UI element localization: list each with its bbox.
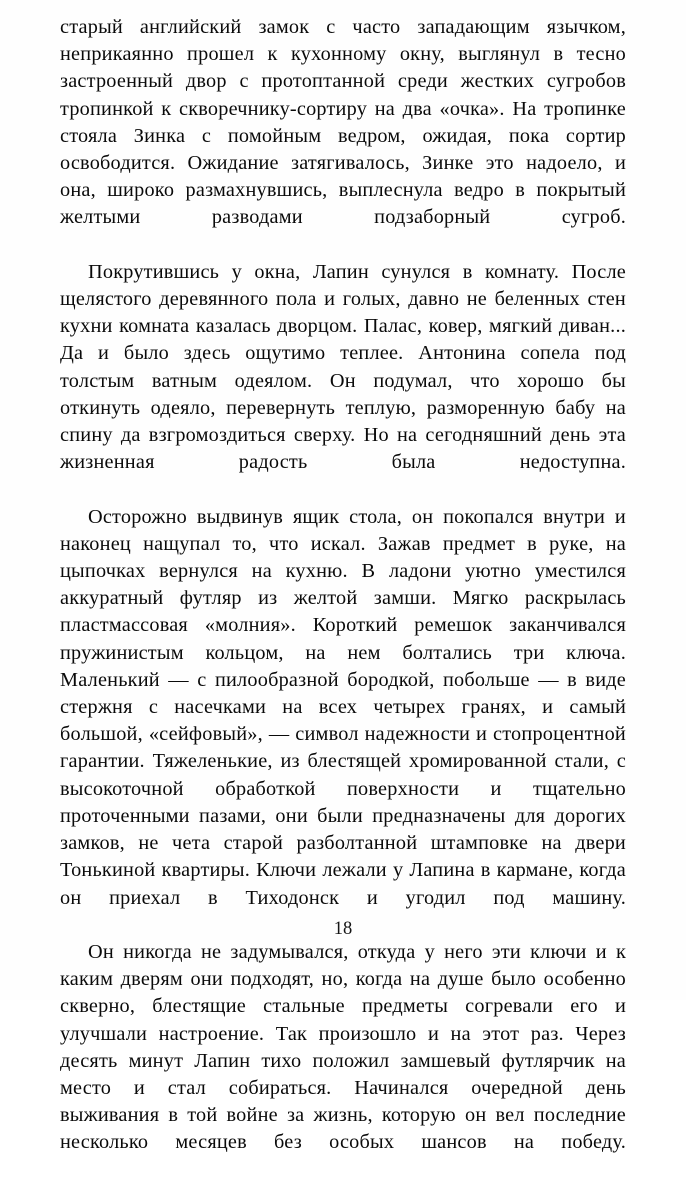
paragraph-3: Осторожно выдвинув ящик стола, он покопался внутри и наконец нащупал то, что искал. Зажав предмет в руке, на цыпочках вернулся на кухню. В ладони уютно уместился аккуратный футляр из желтой замши. Мягко раскрылась пластмассовая «молния». Короткий ремешок заканчивался пружинистым кольцом, на нем болтались три ключа. Маленький — с пилообразной бородкой, побольше — в виде стержня с насечками на всех четырех гранях, и самый большой, «сейфовый», — символ надежности и стопроцентной гарантии. Тяжеленькие, из блестящей хромированной стали, с высокоточной обработкой поверхности и тщательно проточенными пазами, они были предназначены для дорогих замков, не чета старой разболтанной штамповке на двери Тонькиной квартиры. Ключи лежали у Лапина в кармане, когда он приехал в Тиходонск и угодил под машину. <box>60 505 626 909</box>
page-number: 18 <box>333 919 353 939</box>
paragraph-2: Покрутившись у окна, Лапин сунулся в комнату. После щелястого деревянного пола и голых, давно не беленных стен кухни комната казалась дворцом. Палас, ковер, мягкий диван... Да и было здесь ощутимо теплее. Антонина сопела под толстым ватным одеялом. Он подумал, что хорошо бы откинуть одеяло, перевернуть теплую, разморенную бабу на спину да взгромоздиться сверху. Но на сегодняшний день эта жизненная радость была недоступна. <box>60 260 626 474</box>
paragraph-4: Он никогда не задумывался, откуда у него эти ключи и к каким дверям они подходят, но, когда на душе было особенно скверно, блестящие стальные предметы согревали его и улучшали настроение. Так произошло и на этот раз. Через десять минут Лапин тихо положил замшевый футлярчик на место и стал собираться. Начинался очередной день выживания в той войне за жизнь, которую он вел последние несколько месяцев без особых шансов на победу. <box>60 940 626 1154</box>
paragraph-1: старый английский замок с часто западающим язычком, неприкаянно прошел к кухонному окну, выглянул в тесно застроенный двор с протоптанной среди жестких сугробов тропинкой к скворечнику-сортиру на два «очка». На тропинке стояла Зинка с помойным ведром, ожидая, пока сортир освободится. Ожидание затягивалось, Зинке это надоело, и она, широко размахнувшись, выплеснула ведро в покрытый желтыми разводами подзаборный сугроб. <box>60 16 626 229</box>
text-column <box>60 14 626 1184</box>
